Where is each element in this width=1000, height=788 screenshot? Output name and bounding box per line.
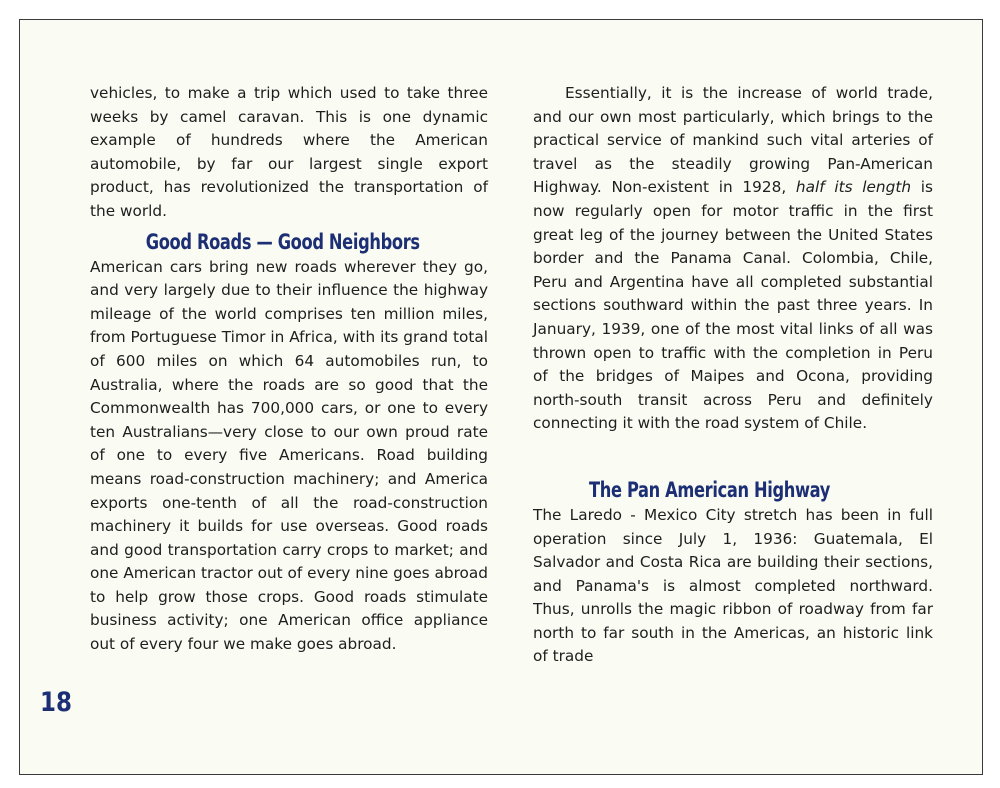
document-page	[19, 19, 983, 775]
heading-good-roads: Good Roads — Good Neighbors	[145, 229, 420, 254]
paragraph-vehicles: vehicles, to make a trip which used to take three weeks by camel caravan. This is one dynamic example of hundreds where the American automobile, by far our largest single export product, has revolutionized the transportation of the world.	[90, 84, 488, 220]
page-number: 18	[40, 687, 72, 718]
paragraph-laredo-mexico: The Laredo - Mexico City stretch has been in full operation since July 1, 1936: Guatemala, El Salvador and Costa Rica are building their sections, and Panama's is almost completed northward. Thus, unrolls the magic ribbon of roadway from far north to far south in the Americas, an historic link of trade	[533, 505, 933, 666]
world-trade-text-start: Essentially, it is the increase of world trade, and our own most particularly, which brings to the practical service of mankind such vital arteries of travel as the steadily growing Pan-American Highway. Non-existent in 1928,	[533, 84, 933, 197]
italic-half-its-length: half its length	[795, 178, 912, 197]
heading-pan-american-highway: The Pan American Highway	[589, 477, 830, 502]
paragraph-world-trade	[533, 82, 933, 436]
right-column	[533, 82, 933, 669]
left-column	[90, 82, 488, 657]
paragraph-american-cars: American cars bring new roads wherever they go, and very largely due to their influence the highway mileage of the world comprises ten million miles, from Portuguese Timor in Africa, with its grand total of 600 miles on which 64 automobiles run, to Australia, where the roads are so good that the Commonwealth has 700,000 cars, or one to every ten Australians—very close to our own proud rate of one to every five Americans. Road building means road-construction machinery; and America exports one-tenth of all the road-construction machinery it builds for use overseas. Good roads and good transportation carry crops to market; and one American tractor out of every nine goes abroad to help grow those crops. Good roads stimulate business activity; one American office appliance out of every four we make goes abroad.	[90, 257, 488, 654]
world-trade-text-end: is now regularly open for motor traffic in the first great leg of the journey between the United States border and the Panama Canal. Colombia, Chile, Peru and Argentina have all completed substantial sections southward within the past three years. In January, 1939, one of the most vital links of all was thrown open to traffic with the completion in Peru of the bridges of Maipes and Ocona, providing north-south transit across Peru and definitely connecting it with the road system of Chile.	[533, 178, 933, 433]
